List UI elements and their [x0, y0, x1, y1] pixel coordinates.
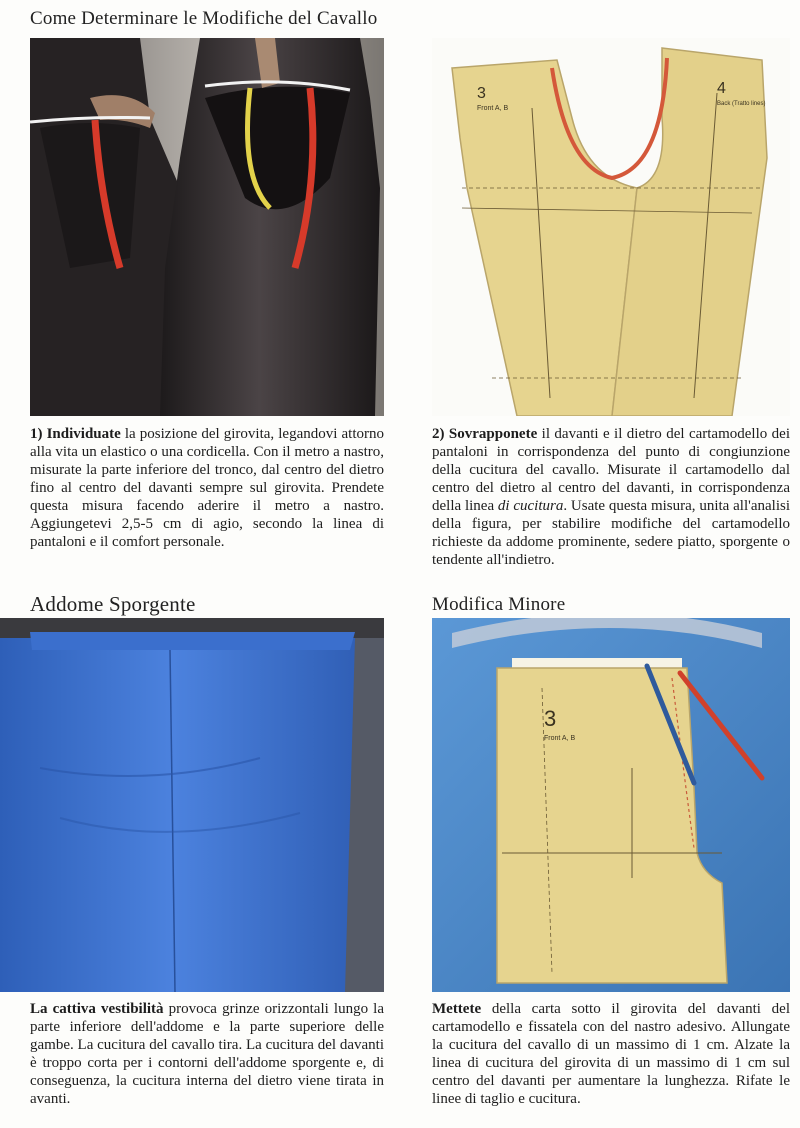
section-title-protruding-abdomen: Addome Sporgente	[30, 592, 196, 616]
caption-step-1-lead: 1) Individuate	[30, 426, 121, 442]
caption-step-1	[30, 425, 384, 551]
section-title-crotch: Come Determinare le Modifiche del Cavallo	[30, 8, 378, 29]
small-front-number: 3	[544, 706, 557, 731]
photo-pattern-alteration	[432, 618, 790, 992]
caption-poor-fit-body: provoca grinze orizzontali lungo la parte inferiore dell'addome e la parte superiore delle gambe. La cucitura del cavallo tira. La cucitura del davanti è troppo corta per i contorni dell'addome sporgente e, di conseguenza, la cucitura interna del dietro viene tirata in avanti.	[30, 1001, 385, 1107]
caption-minor-alteration	[432, 1000, 790, 1108]
small-front-label: Front A, B	[544, 735, 576, 742]
caption-minor-alteration-body: della carta sotto il girovita del davanti del cartamodello e fissatela con del nastro adesivo. Allungate la cucitura del cavallo di un massimo di 1 cm. Alzate la linea di cucitura del girovita di un massimo di 1 cm sul centro del davanti per aumentare la lunghezza. Rifate le linee di taglio e cucitura.	[432, 1001, 790, 1107]
section-title-minor-alteration: Modifica Minore	[432, 594, 566, 615]
caption-step-2-lead: 2) Sovrapponete	[432, 426, 538, 442]
caption-step-2-body-b: . Usate questa misura, unita all'analisi della figura, per stabilire modifiche del cartamodello richieste da addome prominente, sedere piatto, sporgente o tendente all'indietro.	[432, 498, 790, 568]
caption-step-1-body: la posizione del girovita, legandovi attorno alla vita un elastico o una cordicella. Con il metro a nastro, misurate la parte inferiore del tronco, dal centro del dietro fino al centro del davanti sempre sul girovita. Prendete questa misura facendo aderire il metro a nastro. Aggiungetevi 2,5-5 cm di agio, secondo la linea di pantaloni e il comfort personale.	[30, 426, 384, 550]
caption-step-2-body-a: il davanti e il dietro del cartamodello dei pantaloni in corrispondenza del punto di congiunzione della cucitura del cavallo. Misurate il cartamodello dal centro del dietro al centro del davanti, in corrispondenza della linea	[432, 426, 790, 514]
photo-tape-measure-crotch	[30, 38, 384, 416]
back-piece-number: 4	[717, 80, 726, 97]
back-piece-label: Back (Tratto lines)	[717, 101, 766, 107]
front-piece-label: Front A, B	[477, 105, 509, 112]
caption-poor-fit-lead: La cattiva vestibilità	[30, 1001, 164, 1017]
caption-minor-alteration-lead: Mettete	[432, 1001, 482, 1017]
photo-pattern-overlap	[432, 38, 790, 416]
caption-poor-fit	[30, 1000, 384, 1108]
caption-step-2-italic: di cucitura	[497, 498, 564, 514]
caption-step-2	[432, 425, 790, 569]
front-piece-number: 3	[477, 85, 486, 102]
photo-blue-trousers	[0, 618, 384, 992]
